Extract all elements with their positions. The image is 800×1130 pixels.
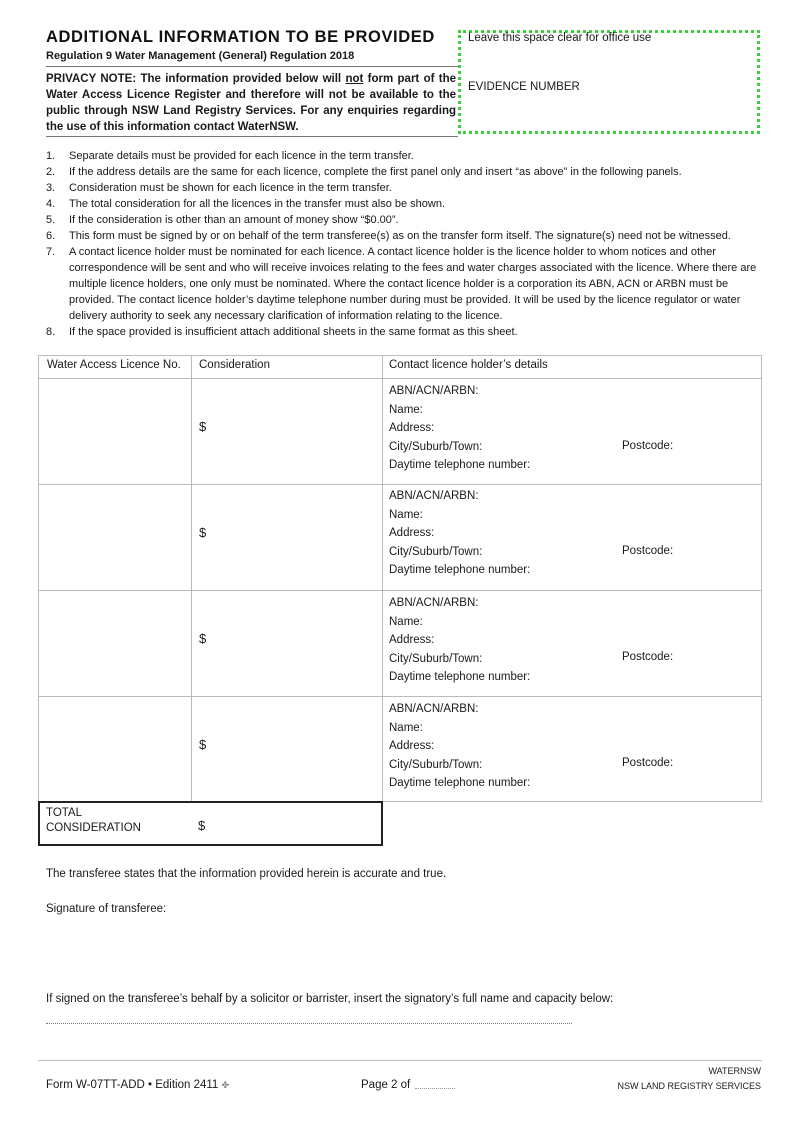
page-number-label: Page 2 of — [361, 1079, 411, 1091]
header-contact-details: Contact licence holder’s details — [389, 359, 548, 371]
consideration-field[interactable]: $ — [199, 631, 207, 646]
instruction-item: 1. Separate details must be provided for each licence in the term transfer. — [46, 150, 414, 162]
contact-details-block[interactable]: ABN/ACN/ARBN: Name: Address: City/Suburb/Town: Daytime telephone number: — [389, 703, 531, 789]
postcode-label: Postcode: — [622, 651, 674, 663]
column-divider — [382, 356, 383, 801]
contact-details-block[interactable]: ABN/ACN/ARBN: Name: Address: City/Suburb/Town: Daytime telephone number: — [389, 490, 531, 576]
form-id: Form W-07TT-ADD • Edition 2411 ✤ — [46, 1079, 230, 1091]
total-consideration-label: TOTAL CONSIDERATION — [46, 807, 141, 834]
total-dollar-sign: $ — [198, 818, 206, 833]
regulation-subtitle: Regulation 9 Water Management (General) Regulation 2018 — [46, 50, 355, 62]
signatory-name-line[interactable] — [46, 1023, 572, 1024]
instruction-item: 5. If the consideration is other than an amount of money show “$0.00”. — [46, 214, 399, 226]
header-divider — [46, 66, 458, 67]
postcode-label: Postcode: — [622, 545, 674, 557]
office-use-label: Leave this space clear for office use — [468, 32, 652, 44]
contact-details-block[interactable]: ABN/ACN/ARBN: Name: Address: City/Suburb/Town: Daytime telephone number: — [389, 385, 531, 471]
column-divider — [191, 356, 192, 801]
postcode-label: Postcode: — [622, 440, 674, 452]
licence-table — [38, 355, 762, 802]
consideration-field[interactable]: $ — [199, 737, 207, 752]
instruction-item: 7. A contact licence holder must be nominated for each licence. A contact licence holder is the licence holder to whom notices and other correspondence will be sent and who will receive invoices relating to the fees and water charges associated with the licence. Where there are multiple licence holders, one only must be nominated. Where the contact licence holder is a corporation its ABN, ACN or ARBN must be provided. The contact licence holder’s daytime telephone number during must be provided. It will be used by the licence regulator or water delivery authority to seek any necessary clarification of information relating to the licence. — [46, 246, 757, 322]
footer-org-nswlrs: NSW LAND REGISTRY SERVICES — [617, 1081, 761, 1091]
postcode-label: Postcode: — [622, 757, 674, 769]
header-row-divider — [39, 378, 761, 379]
consideration-field[interactable]: $ — [199, 419, 207, 434]
crosshair-icon: ✤ — [221, 1080, 230, 1090]
header-divider-bottom — [46, 136, 458, 137]
accuracy-statement: The transferee states that the information provided herein is accurate and true. — [46, 868, 447, 880]
instructions-list — [46, 148, 762, 340]
row-divider — [39, 484, 761, 485]
signed-behalf-instruction: If signed on the transferee’s behalf by a solicitor or barrister, insert the signatory’s full name and capacity below: — [46, 993, 614, 1005]
instruction-item: 6. This form must be signed by or on behalf of the term transferee(s) as on the transfer form itself. The signature(s) need not be witnessed. — [46, 230, 731, 242]
privacy-not: not — [345, 73, 364, 85]
consideration-field[interactable]: $ — [199, 525, 207, 540]
signature-label: Signature of transferee: — [46, 903, 167, 915]
footer-divider — [38, 1060, 762, 1061]
contact-details-block[interactable]: ABN/ACN/ARBN: Name: Address: City/Suburb/Town: Daytime telephone number: — [389, 597, 531, 683]
footer-org-waternsw: WATERNSW — [708, 1066, 761, 1076]
instruction-item: 4. The total consideration for all the licences in the transfer must also be shown. — [46, 198, 446, 210]
privacy-note: PRIVACY NOTE: The information provided below will not form part of the Water Access Licence Register and therefore will not be available to the public through NSW Land Registry Services. For any enquiries regarding the use of this information contact WaterNSW. — [46, 73, 456, 133]
header-consideration: Consideration — [199, 359, 270, 371]
instruction-item: 8. If the space provided is insufficient attach additional sheets in the same format as this sheet. — [46, 326, 518, 338]
header-licence-no: Water Access Licence No. — [47, 359, 181, 371]
instruction-item: 2. If the address details are the same for each licence, complete the first panel only and insert “as above” in the following panels. — [46, 166, 682, 178]
row-divider — [39, 696, 761, 697]
evidence-number-label: EVIDENCE NUMBER — [468, 81, 580, 93]
page-total-field[interactable] — [415, 1088, 455, 1089]
instruction-item: 3. Consideration must be shown for each licence in the term transfer. — [46, 182, 392, 194]
form-title: ADDITIONAL INFORMATION TO BE PROVIDED — [46, 28, 435, 46]
row-divider — [39, 590, 761, 591]
